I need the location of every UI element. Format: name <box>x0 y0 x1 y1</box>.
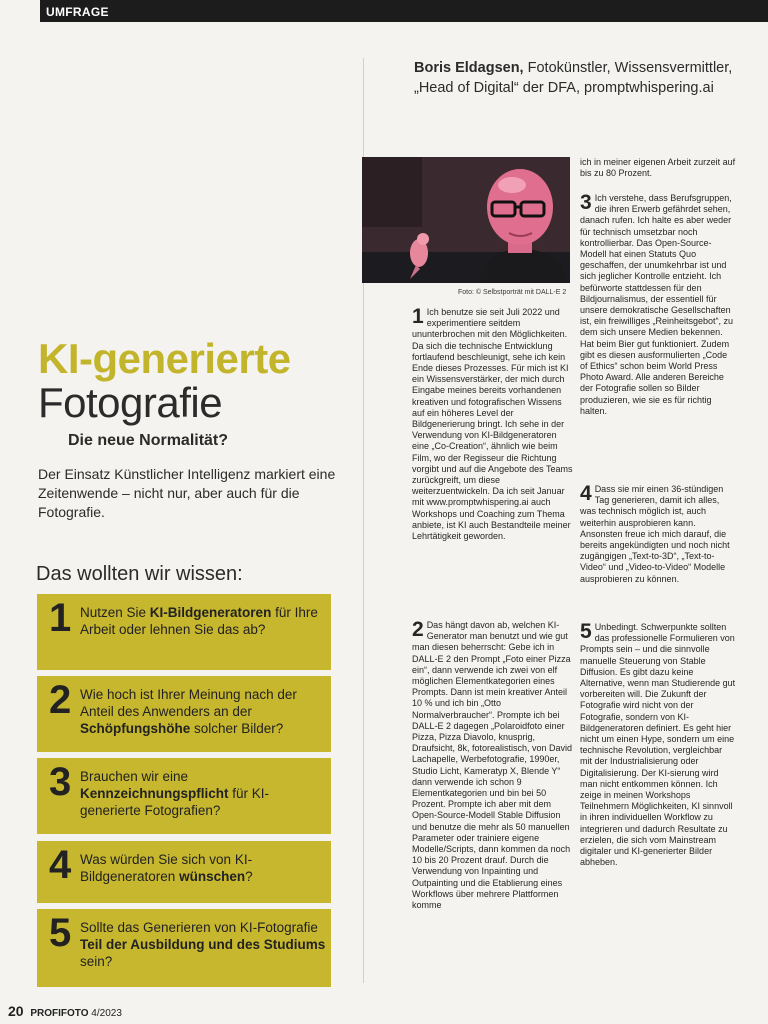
question-text-pre: Sollte das Generieren von KI-Fotografie <box>80 920 318 935</box>
question-text-post: ? <box>245 869 253 884</box>
portrait-photo <box>362 157 570 283</box>
intro-text: Der Einsatz Künstlicher Intelligenz markiert eine Zeitenwende – nicht nur, aber auch für die Fotografie. <box>38 466 336 520</box>
question-box-5 <box>37 909 331 987</box>
question-number: 3 <box>49 760 72 804</box>
question-text <box>80 686 326 737</box>
question-text <box>80 851 326 885</box>
question-number: 4 <box>49 843 72 887</box>
question-text-bold: Teil der Ausbildung und des Studiums <box>80 937 326 952</box>
author-name: Boris Eldagsen, <box>414 60 524 76</box>
author-line <box>414 58 744 98</box>
answer-text: ich in meiner eigenen Arbeit zurzeit auf bis zu 80 Prozent. <box>580 157 736 179</box>
answer-2 <box>412 620 575 911</box>
answer-text: Ich verstehe, dass Berufsgruppen, die ihren Erwerb gefährdet sehen, danach rufen. Ich halte es aber weder für technisch umsetzbar noch kontrollierbar. Das Open-Source-Modell hat einen Statuts Quo geschaffen, der unumkehrbar ist und sich jeglicher Kontrolle entzieht. Ich befürworte stattdessen für den Bildjournalismus, der essentiell für unsere demokratische Gesellschaften ist, ein freiwilliges „Reinheitsgebot“, zu dem sich unsere Medien bekennen. Hat beim Bier gut funktioniert. Zudem gibt es diesen ausformulierten „Code of Ethics“ schon beim World Press Photo Award. Alle anderen Bereiche der Fotografie sollen so Bilder produzieren, wie sie es für richtig halten. <box>580 193 734 416</box>
page-number: 20 <box>8 1003 24 1019</box>
question-text-bold: wünschen <box>179 869 246 884</box>
question-text-post: sein? <box>80 954 113 969</box>
question-number: 5 <box>49 911 72 955</box>
header-bar <box>40 0 768 22</box>
question-text-pre: Brauchen wir eine <box>80 769 189 784</box>
answer-5 <box>580 622 736 868</box>
answer-2-continued <box>580 157 736 179</box>
answer-number: 4 <box>580 482 592 505</box>
question-text-post: für KI-generierte Fotografien? <box>80 786 270 818</box>
answer-number: 5 <box>580 620 592 643</box>
answer-text: Ich benutze sie seit Juli 2022 und experimentiere seitdem ununterbrochen mit den Möglichkeiten. Da sich die technische Entwicklung fortlaufend beschleunigt, sehe ich kein Ende dieses Prozesses. Für mich ist KI ein Wissensverstärker, der mich durch Eingabe meines bereits vorhandenen kreativen und fotografischen Wissens auf ein höheres Level der Bildgenerierung bringt. Ich sehe in der Verwendung von KI-Bildgeneratoren eine „Co-Creation“, ähnlich wie beim Film, wo der Regisseur die Richtung vorgibt und auf die Angebote des Teams zurückgreift, um diese weiterzuentwickeln. Da ich seit Januar mit www.promptwhispering.ai auch Workshops und Coaching zum Thema anbiete, ist KI auch Bestandteile meiner Lehrtätigkeit geworden. <box>412 307 573 542</box>
answer-text: Dass sie mir einen 36-stündigen Tag generieren, damit ich alles, was technisch möglich ist, auch weiterhin ausprobieren kann. Ansonsten freue ich mich darauf, die bereits angekündigten und noch nicht zugängigen „Text-to-3D“, „Text-to-Video“ und „Video-to-Video“ Modelle ausprobieren zu können. <box>580 484 730 584</box>
question-text-pre: Wie hoch ist Ihrer Meinung nach der Anteil des Anwenders an der <box>80 687 297 719</box>
section-label: UMFRAGE <box>46 5 109 19</box>
question-text-post: solcher Bilder? <box>190 721 284 736</box>
portrait-illustration <box>362 157 570 283</box>
question-text <box>80 919 326 970</box>
question-text-pre: Was würden Sie sich von KI-Bildgeneratoren <box>80 852 253 884</box>
question-number: 1 <box>49 596 72 640</box>
subtitle: Die neue Normalität? <box>68 432 229 449</box>
question-box-1 <box>37 594 331 670</box>
answer-number: 2 <box>412 618 424 641</box>
question-text-post: für Ihre Arbeit oder lehnen Sie das ab? <box>80 605 318 637</box>
magazine-brand: PROFIFOTO <box>30 1008 89 1019</box>
questions-heading: Das wollten wir wissen: <box>36 563 243 585</box>
answer-3 <box>580 193 736 417</box>
answer-number: 3 <box>580 191 592 214</box>
question-text <box>80 768 326 819</box>
question-box-4 <box>37 841 331 903</box>
question-text-bold: KI-Bildgeneratoren <box>149 605 272 620</box>
issue-number: 4/2023 <box>91 1008 122 1019</box>
question-number: 2 <box>49 678 72 722</box>
title-line-1: KI-generierte <box>38 335 291 382</box>
answer-1 <box>412 307 575 542</box>
author-role: Fotokünstler, Wissensvermittler, „Head of Digital“ der DFA, promptwhispering.ai <box>414 60 733 96</box>
question-text-bold: Kennzeichnungspflicht <box>80 786 229 801</box>
answer-text: Unbedingt. Schwerpunkte sollten das professionelle Formulieren von Prompts sein – und die sinnvolle manuelle Steuerung von Stable Diffusion. Es gibt dazu keine Alternative, wenn man Studierende gut vorbereiten will. Die Zukunft der Fotografie wird nicht von der Fotografie, sondern von KI-Bildgeneratoren definiert. Es geht hier nicht um einen Hype, sondern um eine technische Revolution, vergleichbar mit der Industrialisierung oder Digitalisierung. Der KI-sierung wird man nicht entkommen können. Ich zeige in meinen Workshops Teilnehmern Möglichkeiten, KI sinnvoll in ihren individuellen Workflow zu integrieren und dadurch Resultate zu erzielen, die sich vom Mainstream digitaler und KI-generierter Bilder abheben. <box>580 622 736 868</box>
answer-text: Das hängt davon ab, welchen KI-Generator man benutzt und wie gut man diesen beherrscht: Gebe ich in DALL-E 2 den Prompt „Foto einer Pizza ein“, dann verwende ich zwei von elf möglichen Elementkategorien eines Prompts. Dann ist mein kreativer Anteil 10 % und ich bin „Otto Normalverbraucher“. Prompte ich bei DALL-E 2 dagegen „Polaroidfoto einer Pizza, Pizza Diavolo, knusprig, Draufsicht, 8k, fotorealistisch, von David Lachapelle, Werbefotografie, 1990er, Studio Licht, Kameratyp X, Blende Y“ dann verwende ich schon 9 Elementkategorien und bin bei 50 Prozent. Prompte ich aber mit dem Open-Source-Modell Stable Diffusion und benutze die mehr als 50 manuellen Parameter oder trainiere eigene Modelle/Scripts, dann kommen da noch 10 bis 20 Prozent drauf. Durch die Verwendung von Inpainting und Outpainting und die Etablierung eines Workflows über mehrere Plattformen komme <box>412 620 573 911</box>
answer-4 <box>580 484 736 585</box>
title-line-2: Fotografie <box>38 379 223 426</box>
question-text <box>80 604 326 638</box>
photo-caption: Foto: © Selbstporträt mit DALL-E 2 <box>458 289 567 296</box>
answer-number: 1 <box>412 305 424 328</box>
question-box-3 <box>37 758 331 834</box>
question-box-2 <box>37 676 331 752</box>
question-text-bold: Schöpfungshöhe <box>80 721 191 736</box>
page-footer <box>8 1003 122 1019</box>
question-text-pre: Nutzen Sie <box>80 605 150 620</box>
